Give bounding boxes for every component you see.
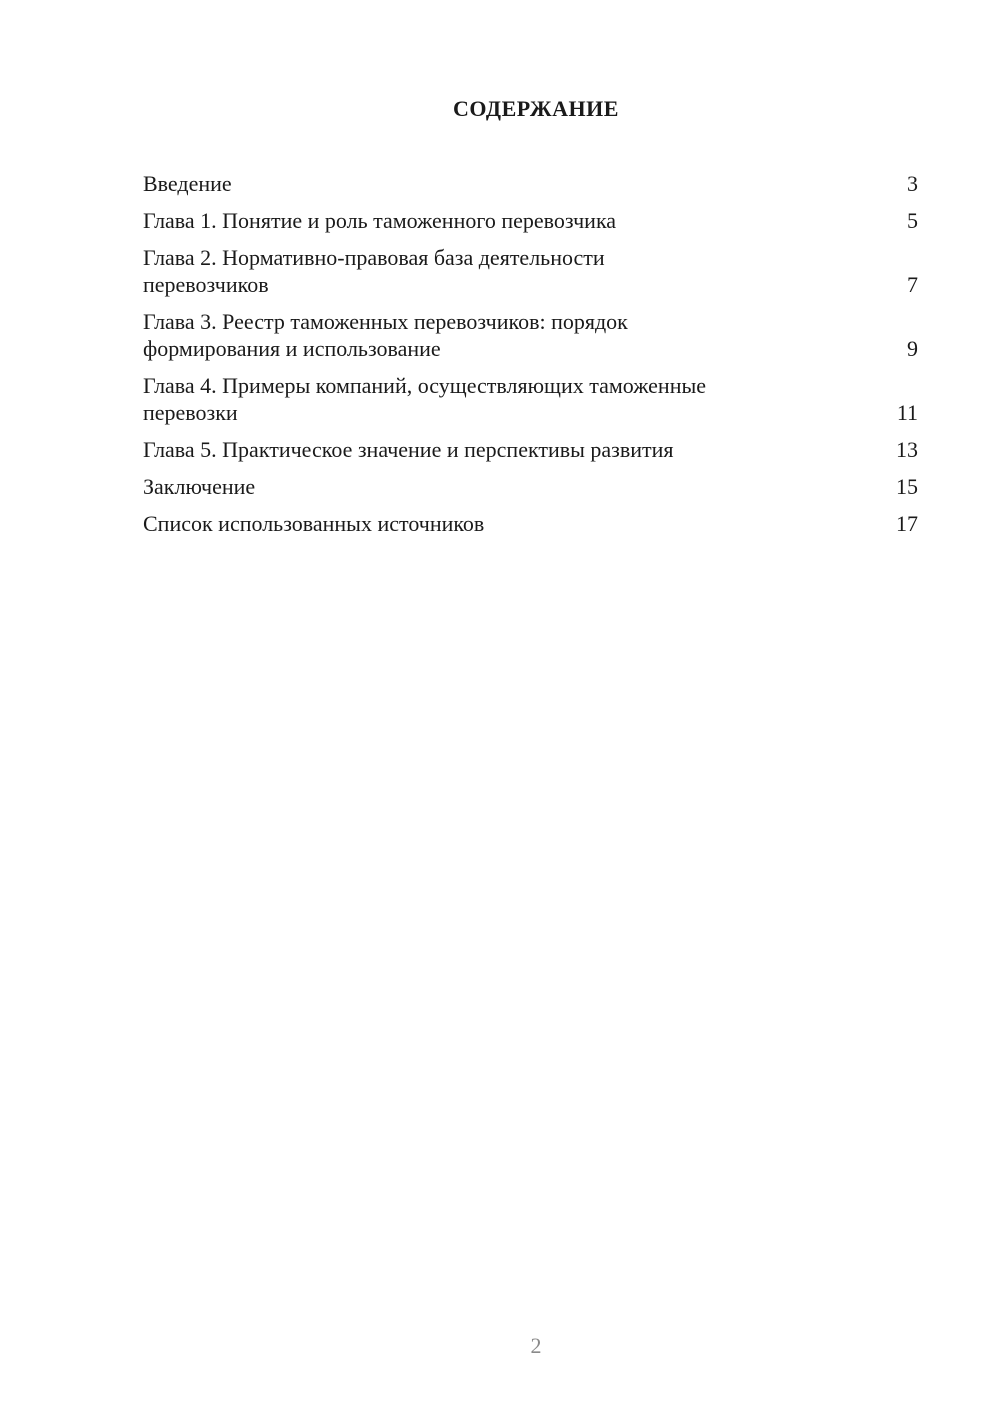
toc-entry-references[interactable] bbox=[143, 510, 918, 537]
toc-entry-title: Глава 5. Практическое значение и перспективы развития bbox=[143, 437, 674, 462]
toc-entry-page-number: 5 bbox=[907, 208, 918, 233]
toc-entry-chapter-3[interactable] bbox=[143, 308, 918, 362]
toc-entry-title: Глава 2. Нормативно-правовая база деятельности перевозчиков bbox=[143, 245, 605, 297]
toc-entry-page-number: 15 bbox=[896, 474, 918, 499]
toc-entry-title: Глава 3. Реестр таможенных перевозчиков: порядок формирования и использование bbox=[143, 309, 628, 361]
toc-entry-introduction[interactable] bbox=[143, 170, 918, 197]
toc-entry-chapter-5[interactable] bbox=[143, 436, 918, 463]
toc-entry-page-number: 9 bbox=[907, 336, 918, 361]
toc-entry-chapter-1[interactable] bbox=[143, 207, 918, 234]
toc-entry-page-number: 11 bbox=[896, 400, 918, 425]
toc-entry-page-number: 7 bbox=[907, 272, 918, 297]
toc-entry-page-number: 17 bbox=[896, 511, 918, 536]
toc-entry-chapter-2[interactable] bbox=[143, 244, 918, 298]
page-title: СОДЕРЖАНИЕ bbox=[453, 96, 619, 121]
toc-entry-title: Глава 4. Примеры компаний, осуществляющих таможенные перевозки bbox=[143, 373, 707, 425]
toc-entry-chapter-4[interactable] bbox=[143, 372, 918, 426]
page-number: 2 bbox=[530, 1333, 542, 1358]
toc-entry-page-number: 3 bbox=[907, 171, 918, 196]
toc-entry-conclusion[interactable] bbox=[143, 473, 918, 500]
toc-entry-title: Введение bbox=[143, 171, 232, 196]
toc-entry-page-number: 13 bbox=[896, 437, 918, 462]
table-of-contents bbox=[143, 170, 918, 547]
toc-entry-title: Заключение bbox=[143, 474, 256, 499]
toc-entry-title: Список использованных источников bbox=[143, 511, 485, 536]
toc-entry-title: Глава 1. Понятие и роль таможенного перевозчика bbox=[143, 208, 617, 233]
